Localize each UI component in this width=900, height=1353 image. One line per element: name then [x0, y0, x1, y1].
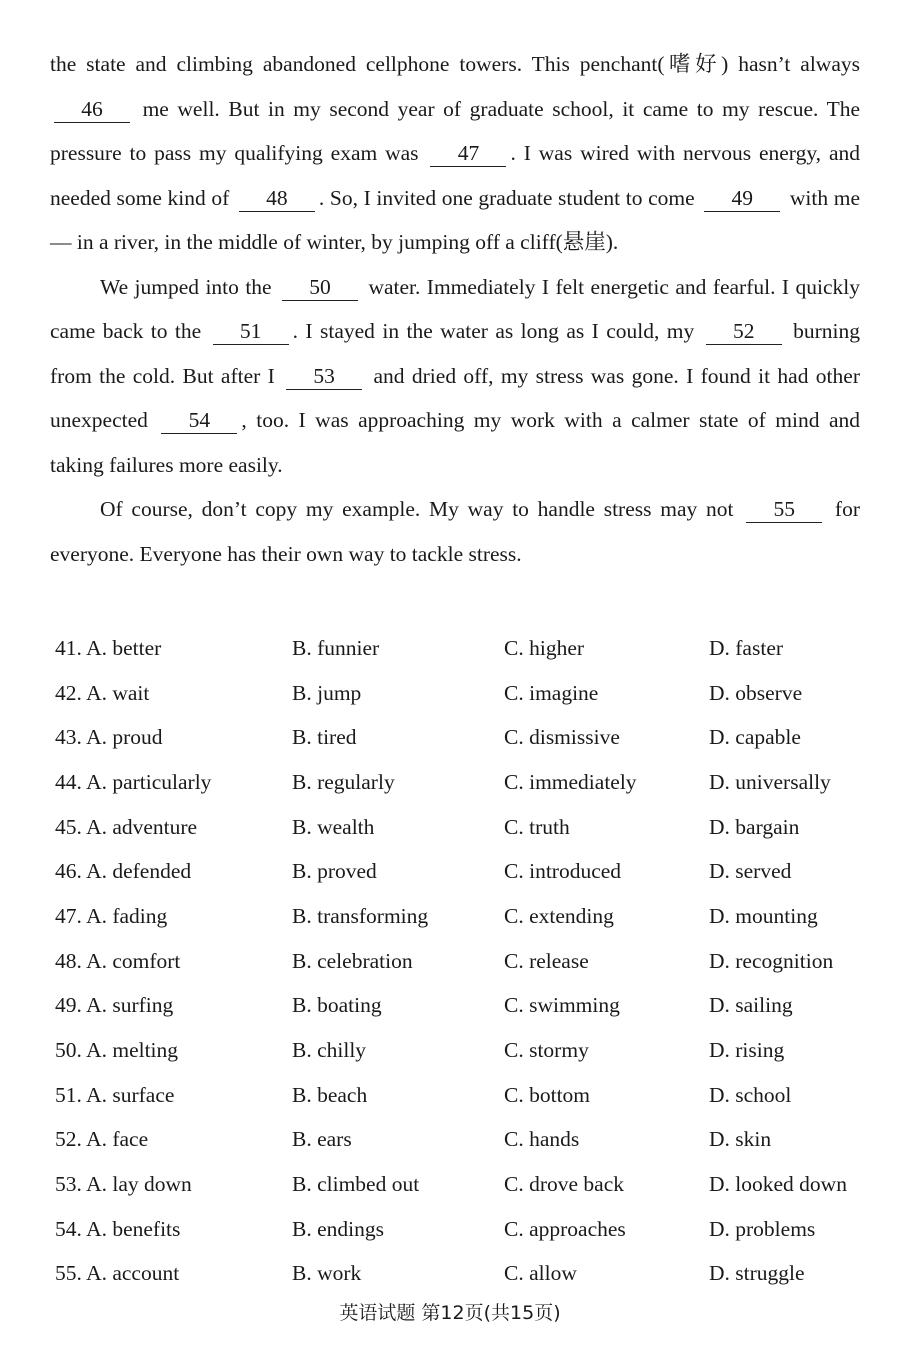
- option-b: B. wealth: [292, 814, 375, 839]
- option-a: 51. A. surface: [55, 1082, 175, 1107]
- option-d: D. capable: [709, 725, 801, 750]
- option-b: B. climbed out: [292, 1172, 420, 1197]
- option-c: C. higher: [504, 635, 585, 660]
- option-a: 48. A. comfort: [55, 948, 181, 973]
- option-row: [55, 984, 875, 1029]
- option-c: C. approaches: [504, 1216, 626, 1241]
- option-a: 49. A. surfing: [55, 993, 174, 1018]
- option-a: 44. A. particularly: [55, 769, 212, 794]
- option-d: D. looked down: [709, 1172, 847, 1197]
- option-b: B. transforming: [292, 903, 429, 928]
- option-d: D. rising: [709, 1038, 785, 1063]
- option-d: D. bargain: [709, 814, 800, 839]
- option-b: B. jump: [292, 680, 362, 705]
- blank-47: 47: [430, 140, 506, 167]
- blank-50: 50: [282, 274, 358, 301]
- option-row: [55, 805, 875, 850]
- option-a: 41. A. better: [55, 635, 162, 660]
- passage-text: the state and climbing abandoned cellphone towers. This penchant(嗜好) hasn’t always: [50, 52, 860, 76]
- option-row: [55, 715, 875, 760]
- option-c: C. bottom: [504, 1082, 591, 1107]
- option-row: [55, 894, 875, 939]
- option-c: C. truth: [504, 814, 570, 839]
- blank-53: 53: [286, 363, 362, 390]
- option-a: 46. A. defended: [55, 859, 192, 884]
- option-row: [55, 849, 875, 894]
- option-b: B. tired: [292, 725, 357, 750]
- passage-text: burning from the cold. But after I: [50, 319, 861, 388]
- option-row: [55, 760, 875, 805]
- option-b: B. chilly: [292, 1038, 367, 1063]
- option-a: 45. A. adventure: [55, 814, 198, 839]
- option-a: 54. A. benefits: [55, 1216, 181, 1241]
- option-b: B. regularly: [292, 769, 395, 794]
- page-footer: 英语试题 第12页(共15页): [339, 1302, 561, 1324]
- option-d: D. struggle: [709, 1261, 805, 1286]
- option-a: 55. A. account: [55, 1261, 180, 1286]
- option-b: B. ears: [292, 1127, 352, 1152]
- option-row: [55, 626, 875, 671]
- option-b: B. proved: [292, 859, 377, 884]
- option-d: D. sailing: [709, 993, 793, 1018]
- option-c: C. swimming: [504, 993, 620, 1018]
- option-a: 43. A. proud: [55, 725, 163, 750]
- blank-52: 52: [706, 318, 782, 345]
- paragraph-3: [50, 487, 860, 576]
- option-c: C. hands: [504, 1127, 580, 1152]
- option-d: D. faster: [709, 635, 784, 660]
- option-a: 50. A. melting: [55, 1038, 179, 1063]
- passage-text: for everyone. Everyone has their own way to tackle stress.: [50, 497, 860, 566]
- option-c: C. release: [504, 948, 589, 973]
- option-a: 52. A. face: [55, 1127, 149, 1152]
- passage-text: , too. I was approaching my work with a calmer state of mind and taking failures more easily.: [50, 408, 860, 477]
- option-c: C. imagine: [504, 680, 599, 705]
- option-row: [55, 1207, 875, 1252]
- blank-51: 51: [213, 318, 289, 345]
- option-c: C. dismissive: [504, 725, 620, 750]
- option-a: 42. A. wait: [55, 680, 150, 705]
- cloze-passage: [50, 42, 860, 576]
- option-d: D. served: [709, 859, 792, 884]
- option-a: 53. A. lay down: [55, 1172, 192, 1197]
- passage-text: . I stayed in the water as long as I could, my: [292, 319, 702, 343]
- passage-text: . I was wired with nervous energy, and needed some kind of: [50, 141, 860, 210]
- option-c: C. allow: [504, 1261, 577, 1286]
- option-d: D. skin: [709, 1127, 772, 1152]
- option-row: [55, 939, 875, 984]
- option-row: [55, 1252, 875, 1297]
- passage-text: me well. But in my second year of graduate school, it came to my rescue. The pressure to pass my qualifying exam was: [50, 96, 860, 165]
- option-b: B. endings: [292, 1216, 384, 1241]
- option-row: [55, 1162, 875, 1207]
- option-row: [55, 671, 875, 716]
- option-a: 47. A. fading: [55, 903, 168, 928]
- option-d: D. mounting: [709, 903, 818, 928]
- option-c: C. drove back: [504, 1172, 625, 1197]
- option-b: B. boating: [292, 993, 382, 1018]
- option-b: B. celebration: [292, 948, 413, 973]
- option-b: B. beach: [292, 1082, 368, 1107]
- blank-49: 49: [704, 185, 780, 212]
- passage-text: with me — in a river, in the middle of winter, by jumping off a cliff(悬崖).: [50, 185, 860, 254]
- blank-46: 46: [54, 96, 130, 123]
- option-row: [55, 1028, 875, 1073]
- passage-text: Of course, don’t copy my example. My way to handle stress may not: [100, 497, 743, 521]
- option-row: [55, 1073, 875, 1118]
- blank-54: 54: [161, 407, 237, 434]
- paragraph-1: [50, 42, 860, 265]
- option-c: C. introduced: [504, 859, 622, 884]
- passage-text: water. Immediately I felt energetic and fearful. I quickly came back to the: [50, 274, 860, 343]
- answer-options: [55, 626, 875, 1296]
- option-b: B. funnier: [292, 635, 380, 660]
- option-d: D. universally: [709, 769, 831, 794]
- option-d: D. observe: [709, 680, 803, 705]
- option-row: [55, 1118, 875, 1163]
- blank-55: 55: [746, 496, 822, 523]
- option-c: C. extending: [504, 903, 614, 928]
- option-d: D. recognition: [709, 948, 834, 973]
- paragraph-2: [50, 265, 860, 488]
- option-c: C. stormy: [504, 1038, 589, 1063]
- passage-text: . So, I invited one graduate student to come: [318, 185, 701, 210]
- option-c: C. immediately: [504, 769, 637, 794]
- passage-text: We jumped into the: [100, 274, 279, 299]
- option-d: D. school: [709, 1082, 792, 1107]
- blank-48: 48: [239, 185, 315, 212]
- option-d: D. problems: [709, 1216, 816, 1241]
- option-b: B. work: [292, 1261, 362, 1286]
- passage-text: and dried off, my stress was gone. I found it had other unexpected: [50, 363, 860, 432]
